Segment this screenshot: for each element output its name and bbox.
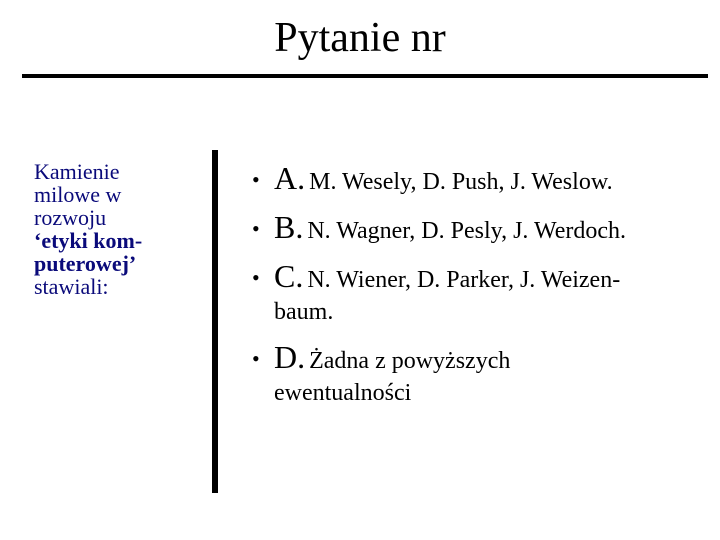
question-line: milowe w xyxy=(34,182,122,207)
bullet-icon: • xyxy=(252,265,260,290)
answer-text-continued: ewentualności xyxy=(274,380,412,406)
bullet-icon: • xyxy=(252,167,260,192)
answer-text: N. Wiener, D. Parker, J. Weizen- xyxy=(307,267,621,293)
bullet-icon: • xyxy=(252,216,260,241)
answer-letter: B. xyxy=(274,209,304,245)
answer-text: N. Wagner, D. Pesly, J. Werdoch. xyxy=(307,218,627,244)
answer-text: M. Wesely, D. Push, J. Weslow. xyxy=(309,169,613,195)
answer-text: Żadna z powyższych xyxy=(309,348,511,374)
question-emphasis: puterowej’ xyxy=(34,251,137,276)
question-emphasis: ‘etyki kom- xyxy=(34,228,143,253)
answer-option-d xyxy=(252,339,712,408)
answer-option-c xyxy=(252,258,712,327)
question-line: rozwoju xyxy=(34,205,107,230)
question-line: Kamienie xyxy=(34,159,120,184)
answer-letter: D. xyxy=(274,339,306,375)
answer-letter: A. xyxy=(274,160,306,196)
question-line: stawiali: xyxy=(34,274,109,299)
title-rule xyxy=(22,74,708,78)
answer-option-a xyxy=(252,160,712,197)
answer-list xyxy=(252,160,712,408)
answer-text-continued: baum. xyxy=(274,299,334,325)
answer-letter: C. xyxy=(274,258,304,294)
bullet-icon: • xyxy=(252,346,260,371)
slide-title: Pytanie nr xyxy=(274,15,446,61)
divider-bar xyxy=(212,150,218,493)
answer-option-b xyxy=(252,209,712,246)
question-text xyxy=(34,160,184,298)
